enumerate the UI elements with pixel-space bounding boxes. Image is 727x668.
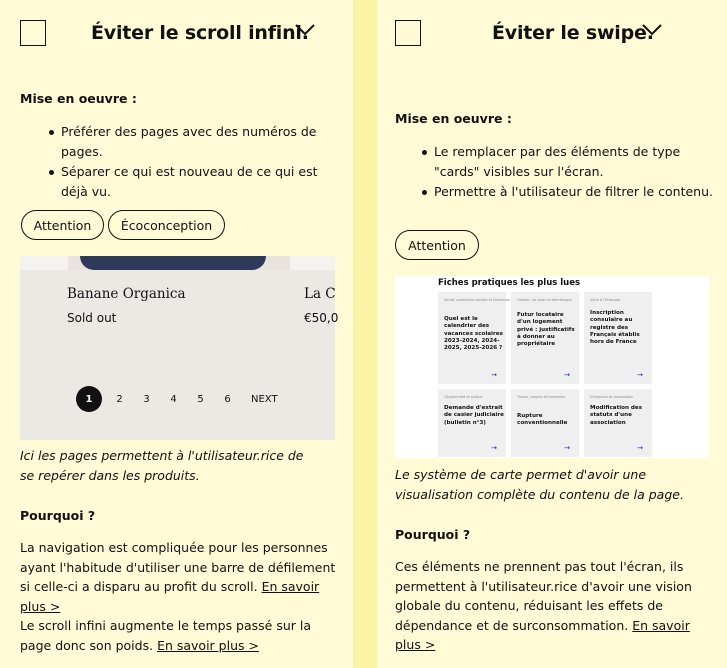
pourquoi-label: Pourquoi ? [395,527,471,542]
tag-ecoconception[interactable]: Écoconception [108,210,225,240]
pagination-example-image [20,256,339,440]
mise-en-oeuvre-label: Mise en oeuvre : [20,91,137,106]
learn-more-link[interactable]: En savoir plus > [20,579,320,614]
arrow-right-icon: → [637,444,643,452]
learn-more-link[interactable]: En savoir plus > [395,617,690,652]
list-item: Permettre à l'utilisateur de filtrer le contenu. [434,182,716,202]
column-gap [353,0,377,668]
list-item: Préférer des pages avec des numéros de pages. [61,122,341,162]
card-title: Éviter le scroll infini. [91,22,309,44]
page-5[interactable]: 5 [197,393,204,405]
page-6[interactable]: 6 [224,393,231,405]
product-name: Banane Organica [67,286,186,302]
bullet-list [61,122,341,202]
mise-en-oeuvre-label: Mise en oeuvre : [395,111,512,126]
chevron-down-icon[interactable] [641,23,663,37]
image-caption: Ici les pages permettent à l'utilisateur.rice de se repérer dans les produits. [20,448,304,483]
pourquoi-paragraph-1: Ces éléments ne prennent pas tout l'écran, ils permettent à l'utilisateur.rice d'avoir une vision globale du contenu, réduisant les effets de dépendance et de surconsommation. [395,559,692,633]
product-name-2: La C [304,286,336,302]
checkbox[interactable] [395,20,421,46]
fiche-card: Habiter, se loger et déménager Futur locataire d'un logement privé : justificatifs à donner au propriétaire → [511,292,579,384]
card-title: Éviter le swipe. [492,22,654,44]
fiche-card: Entreprise et association Modification des statuts d'une association → [584,389,652,457]
fiches-title: Fiches pratiques les plus lues [438,278,581,288]
tag-attention[interactable]: Attention [21,210,104,240]
cards-example-image [395,276,709,458]
pourquoi-paragraph-2: Le scroll infini augmente le temps passé sur la page donc son poids. [20,618,312,653]
tag-attention[interactable]: Attention [395,230,479,260]
card-scroll-infini [0,0,353,668]
arrow-right-icon: → [491,371,497,379]
fiche-card: Travail, emploi et formation Rupture conventionnelle → [511,389,579,457]
bullet-list [434,142,716,202]
pourquoi-paragraph-1: La navigation est compliquée pour les personnes ayant l'habitude d'utiliser une barre de défilement si celle-ci a disparu au profit du scroll. [20,540,336,594]
pourquoi-label: Pourquoi ? [20,508,96,523]
page-3[interactable]: 3 [143,393,150,405]
next-page[interactable]: NEXT [251,393,278,405]
chevron-down-icon[interactable] [294,23,316,37]
pourquoi-text [20,538,340,655]
product-price: €50,0 [304,311,339,325]
product-shirt [80,256,266,270]
pourquoi-text [395,557,713,655]
list-item: Séparer ce qui est nouveau de ce qui est déjà vu. [61,162,341,202]
product-status: Sold out [67,311,117,325]
arrow-right-icon: → [491,444,497,452]
page-1[interactable]: 1 [76,386,102,412]
fiche-card: Vivre à l'étranger Inscription consulaire au registre des Français établis hors de France → [584,292,652,384]
image-caption: Le système de carte permet d'avoir une visualisation complète du contenu de la page. [395,467,684,502]
arrow-right-icon: → [564,444,570,452]
checkbox[interactable] [20,20,46,46]
learn-more-link[interactable]: En savoir plus > [157,637,259,653]
page-4[interactable]: 4 [170,393,177,405]
pagination [76,386,278,412]
fiche-card: Santé, protection sociale et formation Quel est le calendrier des vacances scolaires 2023-2024, 2024-2025, 2025-2026 ? → [438,292,506,384]
list-item: Le remplacer par des éléments de type "cards" visibles sur l'écran. [434,142,716,182]
page-2[interactable]: 2 [116,393,123,405]
arrow-right-icon: → [637,371,643,379]
fiche-card: Citoyenneté et justice Demande d'extrait de casier judiciaire (bulletin n°3) → [438,389,506,457]
arrow-right-icon: → [564,371,570,379]
